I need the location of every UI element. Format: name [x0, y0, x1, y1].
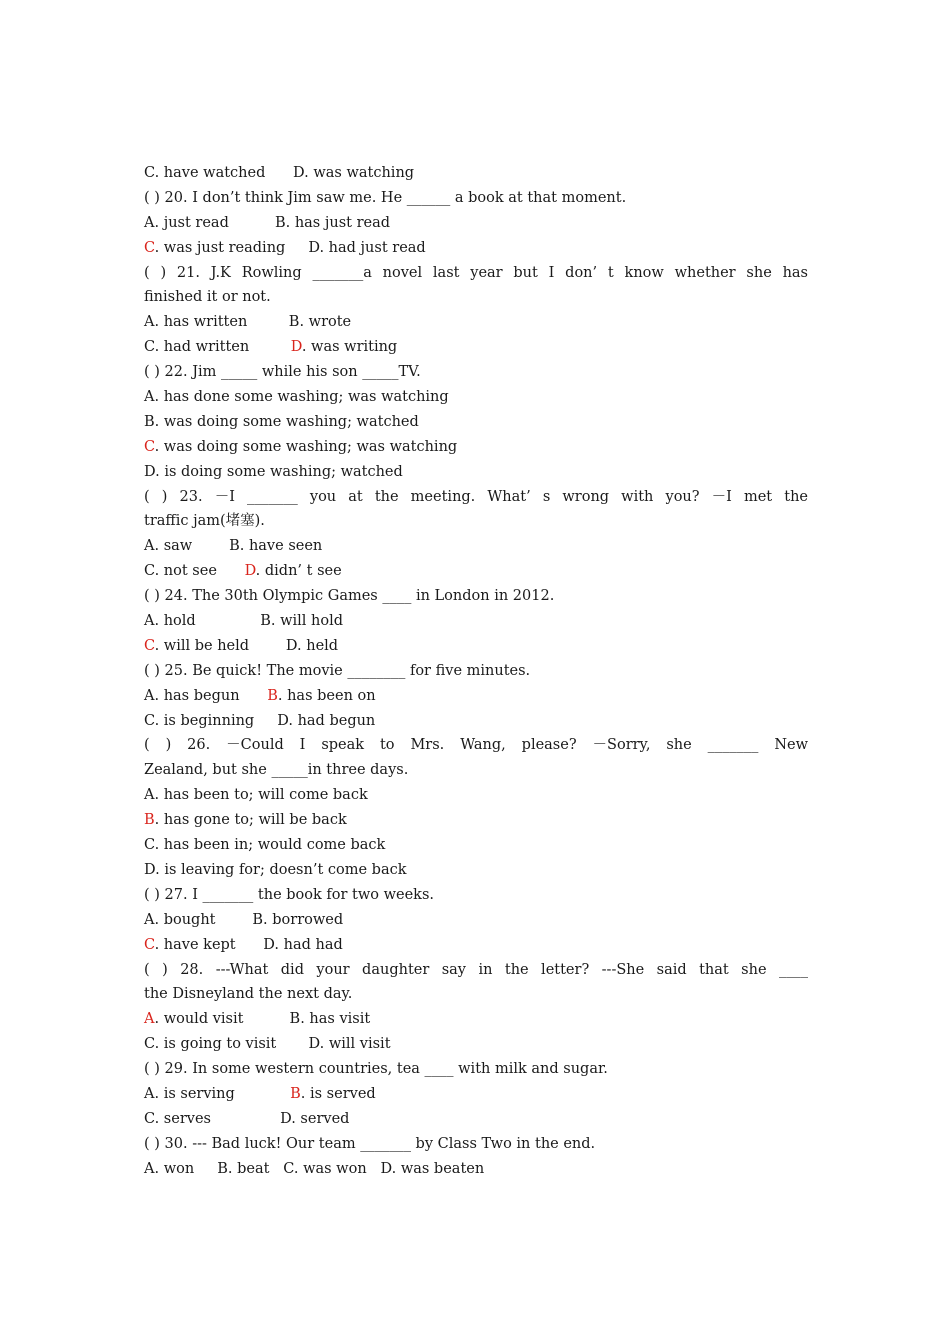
line-text: finished it or not.: [144, 289, 271, 306]
text-line: [144, 733, 808, 758]
line-text: . is going to visit: [154, 1036, 309, 1053]
line-text: ( ) 29. In some western countries, tea ____ with milk and sugar.: [144, 1061, 608, 1078]
line-text: . has been in; would come back: [154, 837, 386, 854]
answer-letter: A: [144, 1011, 155, 1028]
line-text: . is served: [300, 1085, 376, 1102]
line-text: . saw: [154, 538, 230, 555]
text-line: [144, 186, 808, 211]
option-letter: D: [263, 936, 275, 953]
option-letter: A: [144, 389, 155, 406]
text-line: [144, 460, 808, 485]
line-text: . will visit: [319, 1036, 391, 1053]
line-text: . is beginning: [154, 712, 278, 729]
line-text: . is serving: [154, 1085, 291, 1102]
text-line: [144, 883, 808, 908]
line-text: . didn’ t see: [255, 563, 342, 580]
line-text: . has begun: [154, 687, 268, 704]
line-text: . has done some washing; was watching: [154, 389, 449, 406]
text-line: [144, 385, 808, 410]
answer-letter: D: [244, 563, 256, 580]
option-letter: D: [280, 1110, 292, 1127]
option-letter: A: [144, 538, 155, 555]
text-line: [144, 435, 808, 460]
option-letter: B: [217, 1160, 228, 1177]
line-text: ( ) 30. --- Bad luck! Our team _______ by Class Two in the end.: [144, 1135, 596, 1152]
line-text: the Disneyland the next day.: [144, 986, 353, 1003]
text-line: [144, 1082, 808, 1107]
option-letter: C: [144, 1110, 155, 1127]
answer-letter: C: [144, 239, 155, 256]
line-text: ( ) 22. Jim _____ while his son _____TV.: [144, 364, 421, 381]
line-text: . was beaten: [391, 1160, 485, 1177]
line-text: . was won: [293, 1160, 381, 1177]
text-line: [144, 684, 808, 709]
option-letter: D: [308, 1036, 320, 1053]
text-line: [144, 310, 808, 335]
text-line: [144, 285, 808, 310]
option-letter: C: [144, 165, 155, 181]
option-letter: D: [308, 239, 320, 256]
option-letter: A: [144, 1160, 155, 1177]
line-text: ( ) 24. The 30th Olympic Games ____ in London in 2012.: [144, 588, 555, 605]
option-letter: D: [285, 637, 298, 654]
text-line: [144, 908, 808, 933]
line-text: traffic jam(堵塞).: [144, 513, 265, 530]
line-text: . was watching: [304, 165, 415, 181]
line-text: . will be held: [154, 637, 286, 654]
text-line: [144, 485, 808, 510]
answer-letter: C: [144, 438, 155, 455]
option-letter: D: [293, 165, 305, 181]
text-line: [144, 1032, 808, 1057]
option-letter: D: [144, 861, 156, 878]
line-text: . had begun: [288, 712, 376, 729]
line-text: . has written: [154, 314, 289, 331]
text-line: [144, 858, 808, 883]
line-text: . is leaving for; doesn’t come back: [155, 861, 407, 878]
text-line: [144, 634, 808, 659]
line-text: ( ) 21. J.K Rowling _______a novel last year but I don’ t know whether she has: [144, 264, 808, 281]
text-line: [144, 161, 808, 186]
line-text: ( ) 20. I don’t think Jim saw me. He ______ a book at that moment.: [144, 189, 627, 206]
option-letter: B: [289, 1011, 301, 1028]
text-line: [144, 659, 808, 684]
line-text: . borrowed: [263, 911, 344, 928]
text-line: [144, 933, 808, 958]
line-text: . will hold: [270, 613, 344, 630]
text-line: [144, 783, 808, 808]
option-letter: B: [274, 214, 286, 231]
text-line: [144, 833, 808, 858]
line-text: . has just read: [285, 214, 391, 231]
option-letter: B: [260, 613, 271, 630]
line-text: . serves: [154, 1110, 281, 1127]
option-letter: B: [144, 413, 155, 430]
text-line: [144, 534, 808, 559]
option-letter: C: [144, 563, 155, 580]
text-line: [144, 559, 808, 584]
option-letter: C: [144, 339, 155, 356]
line-text: . has visit: [300, 1011, 371, 1028]
line-text: . served: [291, 1110, 350, 1127]
answer-letter: C: [144, 936, 155, 953]
option-letter: A: [144, 687, 155, 704]
line-text: . held: [297, 637, 339, 654]
line-text: . is doing some washing; watched: [155, 463, 403, 480]
line-text: . had written: [154, 339, 291, 356]
line-text: . have watched: [154, 165, 294, 181]
text-line: [144, 1132, 808, 1157]
exercise-text: [144, 161, 808, 1182]
text-line: [144, 1007, 808, 1032]
option-letter: D: [277, 712, 289, 729]
line-text: . had had: [274, 936, 343, 953]
line-text: . hold: [154, 613, 261, 630]
line-text: ( ) 23. －I _______ you at the meeting. What’ s wrong with you? －I met the: [144, 488, 808, 505]
option-letter: A: [144, 911, 155, 928]
text-line: [144, 1057, 808, 1082]
text-line: [144, 758, 808, 783]
text-line: [144, 261, 808, 286]
line-text: ( ) 28. ---What did your daughter say in the letter? ---She said that she ____: [144, 961, 808, 978]
text-line: [144, 609, 808, 634]
line-text: ( ) 27. I _______ the book for two weeks.: [144, 886, 435, 903]
option-letter: B: [252, 911, 264, 928]
line-text: . would visit: [154, 1011, 290, 1028]
text-line: [144, 1107, 808, 1132]
text-line: [144, 236, 808, 261]
text-line: [144, 211, 808, 236]
answer-letter: D: [290, 339, 302, 356]
line-text: Zealand, but she _____in three days.: [144, 762, 409, 779]
line-text: . won: [154, 1160, 218, 1177]
line-text: . have seen: [239, 538, 323, 555]
text-line: [144, 1157, 808, 1182]
option-letter: B: [229, 538, 240, 555]
text-line: [144, 410, 808, 435]
text-line: [144, 509, 808, 534]
answer-letter: B: [267, 687, 278, 704]
option-letter: D: [380, 1160, 392, 1177]
text-line: [144, 360, 808, 385]
option-letter: A: [144, 787, 155, 804]
option-letter: A: [144, 613, 155, 630]
text-line: [144, 709, 808, 734]
option-letter: C: [144, 712, 155, 729]
text-line: [144, 982, 808, 1007]
line-text: ( ) 26. －Could I speak to Mrs. Wang, please? －Sorry, she _______ New: [144, 737, 808, 754]
line-text: . has gone to; will be back: [154, 812, 347, 829]
text-line: [144, 808, 808, 833]
line-text: . was doing some washing; was watching: [154, 438, 458, 455]
answer-letter: C: [144, 637, 155, 654]
line-text: . had just read: [319, 239, 426, 256]
line-text: . has been on: [277, 687, 376, 704]
option-letter: A: [144, 1085, 155, 1102]
answer-letter: B: [144, 812, 155, 829]
answer-letter: B: [290, 1085, 301, 1102]
line-text: . was writing: [301, 339, 398, 356]
text-line: [144, 958, 808, 983]
line-text: . was doing some washing; watched: [154, 413, 419, 430]
option-letter: A: [144, 214, 155, 231]
line-text: . have kept: [154, 936, 264, 953]
line-text: . beat: [227, 1160, 284, 1177]
text-line: [144, 335, 808, 360]
option-letter: C: [144, 837, 155, 854]
option-letter: C: [144, 1036, 155, 1053]
option-letter: C: [283, 1160, 294, 1177]
option-letter: D: [144, 463, 156, 480]
line-text: . not see: [154, 563, 245, 580]
option-letter: A: [144, 314, 155, 331]
option-letter: B: [288, 314, 300, 331]
line-text: . just read: [154, 214, 275, 231]
line-text: . was just reading: [154, 239, 309, 256]
text-line: [144, 584, 808, 609]
line-text: ( ) 25. Be quick! The movie ________ for five minutes.: [144, 662, 531, 679]
line-text: . wrote: [299, 314, 352, 331]
line-text: . has been to; will come back: [154, 787, 368, 804]
line-text: . bought: [154, 911, 253, 928]
